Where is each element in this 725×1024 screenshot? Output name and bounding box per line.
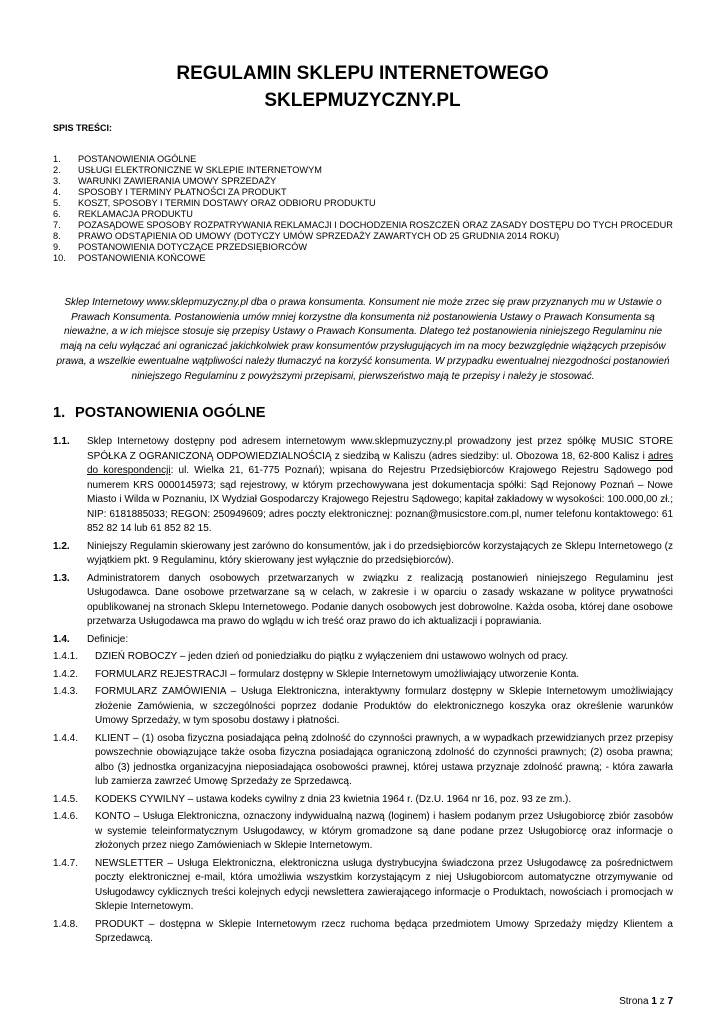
- toc-item: [53, 165, 673, 176]
- paragraph: [53, 540, 673, 569]
- document-title: [0, 60, 725, 114]
- toc-number: 6.: [53, 209, 61, 219]
- toc-number: 9.: [53, 242, 61, 252]
- definition-text: FORMULARZ ZAMÓWIENIA – Usługa Elektroniczna, interaktywny formularz dostępny w Sklepie Internetowym umożliwiający złożenie Zamówienia, w szczególności poprzez dodanie Produktów do elektronicznego koszyka oraz określenie warunków Umowy Sprzedaży, w tym sposobu dostawy i płatności.: [95, 686, 673, 726]
- paragraph-text: Administratorem danych osobowych przetwarzanych w związku z realizacją postanowień niniejszego Regulaminu jest Usługodawca. Dane osobowe przetwarzane są w celach, w zakresie i w oparciu o zasady wskazane w polityce prywatności opublikowanej na stronach Sklepu Internetowego. Podanie danych osobowych jest dobrowolne. Każda osoba, której dane osobowe przetwarza Usługodawca ma prawo do wglądu w ich treść oraz prawo do ich aktualizacji i poprawiania.: [87, 572, 673, 627]
- paragraph-text: Definicje:: [87, 633, 129, 645]
- title-line-1: REGULAMIN SKLEPU INTERNETOWEGO: [176, 63, 549, 84]
- toc-text: POZASĄDOWE SPOSOBY ROZPATRYWANIA REKLAMACJI I DOCHODZENIA ROSZCZEŃ ORAZ ZASADY DOSTĘPU DO TYCH PROCEDUR: [78, 220, 673, 230]
- toc-number: 5.: [53, 198, 61, 208]
- toc-text: REKLAMACJA PRODUKTU: [78, 209, 193, 219]
- title-line-2: SKLEPMUZYCZNY.PL: [264, 90, 461, 111]
- definition-item: [53, 810, 673, 854]
- definition-text: DZIEŃ ROBOCZY – jeden dzień od poniedziałku do piątku z wyłączeniem dni ustawowo wolnych od pracy.: [95, 651, 569, 662]
- definition-number: 1.4.3.: [53, 686, 79, 697]
- paragraph-text: [87, 435, 673, 537]
- paragraph-number: 1.4.: [53, 633, 70, 645]
- footer-of: z: [659, 996, 665, 1007]
- definition-text: KONTO – Usługa Elektroniczna, oznaczony indywidualną nazwą (loginem) i hasłem podanym przez Usługobiorcę zbiór zasobów w systemie teleinformatycznym Usługodawcy, w którym gromadzone są dane podane przez Usługobiorcę oraz informacje o złożonych przez niego Zamówieniach w Sklepie Internetowym.: [95, 811, 673, 851]
- paragraph-text-part: : ul. Wielka 21, 61-775 Poznań); wpisana do Rejestru Przedsiębiorców Krajowego Rejestru Sądowego pod numerem KRS 0000145973; sąd rejestrowy, w którym przechowywana jest dokumentacja spółki: Sąd Rejonowy Poznań – Nowe Miasto i Wilda w Poznaniu, IX Wydział Gospodarczy Krajowego Rejestru Sądowego; kapitał zakładowy w wysokości: 100.000,00 zł.; NIP: 6181885033; REGON: 250949609; adres poczty elektronicznej: poznan@musicstore.com.pl, numer telefonu kontaktowego: 61 852 82 14 lub 61 852 82 15.: [87, 465, 673, 534]
- definition-item: [53, 918, 673, 947]
- paragraph: [53, 435, 673, 537]
- intro-paragraph: Sklep Internetowy www.sklepmuzyczny.pl dba o prawa konsumenta. Konsument nie może zrzec się praw przyznanych mu w Ustawie o Prawach Konsumenta. Postanowienia umów mniej korzystne dla konsumenta niż postanowienia Ustawy o Prawach Konsumenta są nieważne, a w ich miejsce stosuje się przepisy Ustawy o Prawach Konsumenta. Dlatego też postanowienia niniejszego Regulaminu nie mają na celu wyłączać ani ograniczać jakichkolwiek praw konsumentów przysługujących im na mocy bezwzględnie wiążących przepisów prawa, a wszelkie ewentualne wątpliwości należy tłumaczyć na korzyść konsumenta. W przypadku ewentualnej niezgodności postanowień niniejszego Regulaminu z powyższymi przepisami, pierwszeństwo mają te przepisy i należy je stosować.: [56, 297, 670, 382]
- toc-heading: SPIS TREŚCI:: [53, 123, 113, 133]
- toc-text: POSTANOWIENIA DOTYCZĄCE PRZEDSIĘBIORCÓW: [78, 242, 308, 252]
- definition-number: 1.4.8.: [53, 918, 79, 930]
- table-of-contents: [53, 154, 673, 264]
- paragraph: [53, 572, 673, 630]
- footer-page-number: 1: [651, 996, 657, 1007]
- page-footer: [619, 996, 673, 1007]
- definition-number: 1.4.7.: [53, 857, 79, 869]
- toc-text: POSTANOWIENIA OGÓLNE: [78, 154, 197, 164]
- footer-label: Strona: [619, 996, 649, 1007]
- toc-number: 2.: [53, 165, 61, 175]
- toc-number: 4.: [53, 187, 61, 197]
- paragraph-number: 1.1.: [53, 436, 70, 447]
- section-body: [53, 435, 673, 950]
- toc-number: 1.: [53, 154, 61, 164]
- toc-item: [53, 154, 673, 165]
- toc-number: 8.: [53, 231, 61, 241]
- section-title: POSTANOWIENIA OGÓLNE: [75, 405, 266, 421]
- toc-item: [53, 242, 673, 253]
- toc-text: POSTANOWIENIA KOŃCOWE: [78, 253, 206, 263]
- definition-number: 1.4.5.: [53, 793, 79, 805]
- definition-item: [53, 857, 673, 915]
- definition-number: 1.4.1.: [53, 651, 79, 662]
- section-number: 1.: [53, 405, 66, 421]
- paragraph-number: 1.2.: [53, 540, 70, 552]
- toc-number: 10.: [53, 253, 66, 263]
- toc-number: 7.: [53, 220, 61, 230]
- toc-text: USŁUGI ELEKTRONICZNE W SKLEPIE INTERNETOWYM: [78, 165, 322, 175]
- paragraph: [53, 633, 673, 648]
- definition-item: [53, 793, 673, 808]
- definition-item: [53, 650, 673, 665]
- toc-text: KOSZT, SPOSOBY I TERMIN DOSTAWY ORAZ ODBIORU PRODUKTU: [78, 198, 376, 208]
- footer-total-pages: 7: [667, 996, 673, 1007]
- paragraph-number: 1.3.: [53, 572, 70, 584]
- toc-item: [53, 231, 673, 242]
- paragraph-text: Niniejszy Regulamin skierowany jest zarówno do konsumentów, jak i do przedsiębiorców korzystających ze Sklepu Internetowego (z wyjątkiem pkt. 9 Regulaminu, który skierowany jest wyłącznie do przedsiębiorców).: [87, 540, 673, 566]
- toc-item: [53, 187, 673, 198]
- toc-item: [53, 209, 673, 220]
- toc-item: [53, 220, 673, 231]
- definition-text: FORMULARZ REJESTRACJI – formularz dostępny w Sklepie Internetowym umożliwiający utworzenie Konta.: [95, 668, 580, 680]
- underlined-text: adres do korespondencji: [87, 450, 673, 476]
- toc-item: [53, 176, 673, 187]
- definition-item: [53, 732, 673, 790]
- paragraph-text-part: Sklep Internetowy dostępny pod adresem internetowym www.sklepmuzyczny.pl prowadzony jest przez spółkę MUSIC STORE SPÓŁKA Z OGRANICZONĄ ODPOWIEDZIALNOŚCIĄ z siedzibą w Kaliszu (adres siedziby: ul. Obozowa 18, 62-800 Kalisz i: [87, 436, 673, 462]
- toc-text: PRAWO ODSTĄPIENIA OD UMOWY (DOTYCZY UMÓW SPRZEDAŻY ZAWARTYCH OD 25 GRUDNIA 2014 ROKU): [78, 231, 560, 241]
- definition-number: 1.4.6.: [53, 811, 79, 822]
- definition-number: 1.4.2.: [53, 668, 79, 680]
- definition-text: NEWSLETTER – Usługa Elektroniczna, elektroniczna usługa dystrybucyjna świadczona przez Usługodawcę za pośrednictwem poczty elektronicznej e-mail, która umożliwia wszystkim korzystającym z niej Usługobiorcom automatyczne otrzymywanie od Usługodawcy cyklicznych treści kolejnych edycji newslettera zawierającego informacje o Produktach, nowościach i promocjach w Sklepie Internetowym.: [95, 857, 673, 912]
- toc-item: [53, 198, 673, 209]
- definition-item: [53, 685, 673, 729]
- definition-text: KODEKS CYWILNY – ustawa kodeks cywilny z dnia 23 kwietnia 1964 r. (Dz.U. 1964 nr 16, poz. 93 ze zm.).: [95, 793, 572, 805]
- section-heading: [53, 405, 266, 421]
- definition-text: PRODUKT – dostępna w Sklepie Internetowym rzecz ruchoma będąca przedmiotem Umowy Sprzedaży między Klientem a Sprzedawcą.: [95, 918, 673, 944]
- definition-item: [53, 668, 673, 683]
- definition-text: KLIENT – (1) osoba fizyczna posiadająca pełną zdolność do czynności prawnych, a w wypadkach przewidzianych przez przepisy powszechnie obowiązujące także osoba fizyczna posiadająca ograniczoną zdolność do czynności prawnych; (2) osoba prawna; albo (3) jednostka organizacyjna nieposiadająca osobowości prawnej, której ustawa przyznaje zdolność prawną; - która zawarła lub zamierza zawrzeć Umowę Sprzedaży ze Sprzedawcą.: [95, 732, 673, 787]
- toc-text: SPOSOBY I TERMINY PŁATNOŚCI ZA PRODUKT: [78, 187, 287, 197]
- toc-number: 3.: [53, 176, 61, 186]
- toc-text: WARUNKI ZAWIERANIA UMOWY SPRZEDAŻY: [78, 176, 277, 186]
- toc-item: [53, 253, 673, 264]
- definition-number: 1.4.4.: [53, 732, 79, 744]
